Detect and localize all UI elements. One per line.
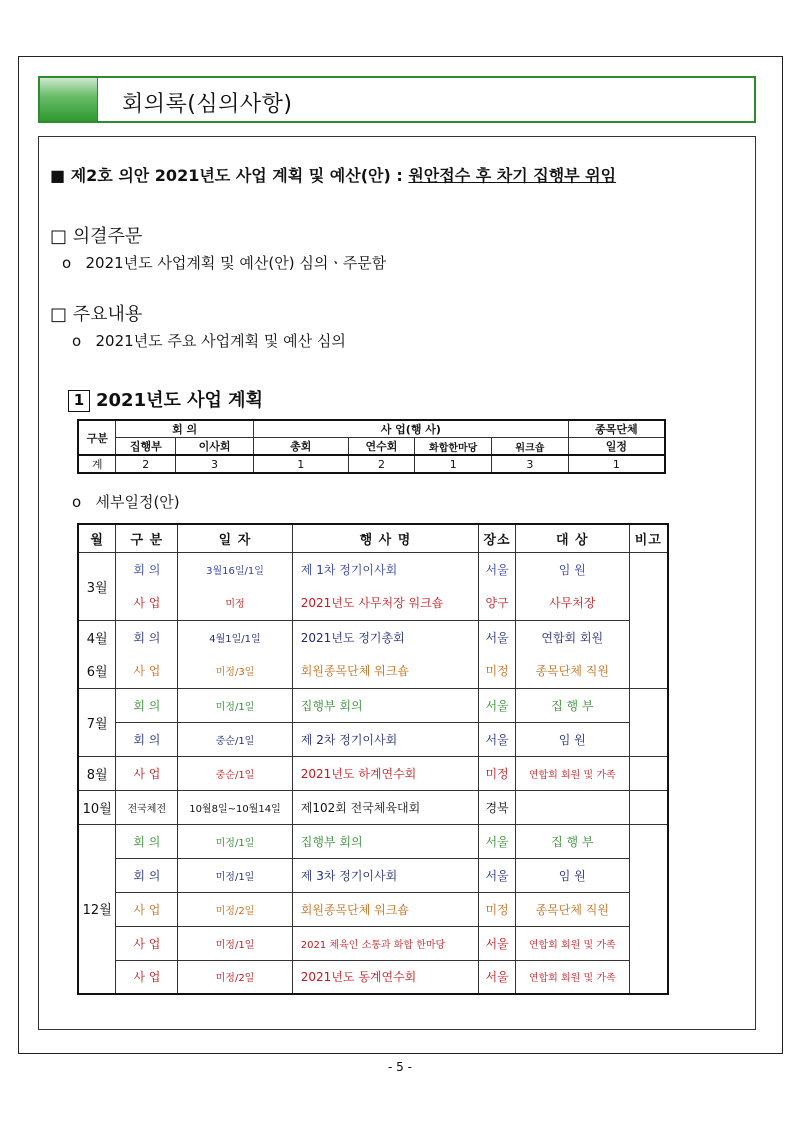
detail-bullet: o	[72, 493, 82, 511]
table-row	[78, 824, 668, 858]
summary-total: 1	[568, 455, 665, 473]
date-cell: 미정/3일	[178, 654, 293, 688]
summary-total: 2	[116, 455, 176, 473]
place-cell: 서울	[479, 552, 516, 586]
place-cell: 서울	[479, 824, 516, 858]
month-cell: 6월	[78, 654, 116, 688]
note-cell	[629, 688, 668, 756]
table-row	[78, 790, 668, 824]
type-cell: 회 의	[116, 858, 178, 892]
target-cell: 임 원	[516, 722, 630, 756]
target-cell: 연합회 회원 및 가족	[516, 926, 630, 960]
event-cell: 제 3차 정기이사회	[292, 858, 478, 892]
target-cell: 집 행 부	[516, 824, 630, 858]
date-cell: 미정/2일	[178, 960, 293, 994]
table-row	[78, 960, 668, 994]
plan-heading	[68, 386, 263, 412]
type-cell: 회 의	[116, 688, 178, 722]
type-cell: 사 업	[116, 892, 178, 926]
place-cell: 서울	[479, 620, 516, 654]
summary-total: 1	[253, 455, 348, 473]
target-cell: 임 원	[516, 552, 630, 586]
summary-total: 3	[492, 455, 569, 473]
place-cell: 서울	[479, 960, 516, 994]
type-cell: 사 업	[116, 756, 178, 790]
schedule-header-place: 장소	[479, 524, 516, 552]
schedule-table	[77, 523, 669, 995]
summary-col-header: 총회	[253, 438, 348, 456]
schedule-header-date: 일 자	[178, 524, 293, 552]
detail-heading	[72, 491, 180, 512]
type-cell: 사 업	[116, 586, 178, 620]
target-cell: 종목단체 직원	[516, 892, 630, 926]
content-heading	[50, 300, 142, 326]
schedule-header-target: 대 상	[516, 524, 630, 552]
note-cell	[629, 790, 668, 824]
schedule-header-type: 구 분	[116, 524, 178, 552]
target-cell	[516, 790, 630, 824]
type-cell: 회 의	[116, 620, 178, 654]
table-row	[78, 858, 668, 892]
summary-col-header: 화합한마당	[415, 438, 492, 456]
target-cell: 연합회 회원	[516, 620, 630, 654]
month-cell: 8월	[78, 756, 116, 790]
agenda-bullet: ■	[50, 166, 66, 185]
content-bullet: o	[72, 332, 82, 350]
type-cell: 사 업	[116, 926, 178, 960]
type-cell: 사 업	[116, 654, 178, 688]
decision-checkbox: □	[50, 226, 68, 247]
month-cell: 12월	[78, 824, 116, 994]
event-cell: 제102회 전국체육대회	[292, 790, 478, 824]
date-cell: 중순/1일	[178, 722, 293, 756]
table-row	[78, 756, 668, 790]
date-cell: 미정/1일	[178, 688, 293, 722]
date-cell: 미정/2일	[178, 892, 293, 926]
note-cell	[629, 756, 668, 790]
place-cell: 양구	[479, 586, 516, 620]
month-cell: 3월	[78, 552, 116, 620]
event-cell: 2021년도 하계연수회	[292, 756, 478, 790]
agenda-resolution: 원안접수 후 차기 집행부 위임	[408, 166, 617, 185]
event-cell: 회원종목단체 워크숍	[292, 654, 478, 688]
date-cell: 4월1일/1일	[178, 620, 293, 654]
decision-text: 2021년도 사업계획 및 예산(안) 심의ㆍ주문함	[85, 254, 387, 272]
target-cell: 임 원	[516, 858, 630, 892]
date-cell: 10월8일~10월14일	[178, 790, 293, 824]
decision-item	[62, 252, 386, 273]
date-cell: 미정/1일	[178, 824, 293, 858]
plan-title: 2021년도 사업 계획	[96, 390, 263, 411]
table-row	[78, 586, 668, 620]
table-row	[78, 654, 668, 688]
summary-total: 3	[176, 455, 254, 473]
summary-total: 1	[415, 455, 492, 473]
decision-title: 의결주문	[72, 226, 143, 247]
table-row	[78, 688, 668, 722]
place-cell: 서울	[479, 926, 516, 960]
event-cell: 제 2차 정기이사회	[292, 722, 478, 756]
place-cell: 미정	[479, 892, 516, 926]
event-cell: 집행부 회의	[292, 688, 478, 722]
date-cell: 3월16일/1일	[178, 552, 293, 586]
target-cell: 연합회 회원 및 가족	[516, 756, 630, 790]
place-cell: 미정	[479, 654, 516, 688]
type-cell: 회 의	[116, 824, 178, 858]
month-cell: 10월	[78, 790, 116, 824]
summary-col-header: 일정	[568, 438, 665, 456]
type-cell: 회 의	[116, 722, 178, 756]
event-cell: 집행부 회의	[292, 824, 478, 858]
type-cell: 회 의	[116, 552, 178, 586]
place-cell: 서울	[479, 858, 516, 892]
summary-group-sports: 종목단체	[568, 420, 665, 438]
target-cell: 연합회 회원 및 가족	[516, 960, 630, 994]
target-cell: 집 행 부	[516, 688, 630, 722]
table-row	[78, 620, 668, 654]
header-color-chip	[40, 78, 98, 121]
schedule-header-note: 비고	[629, 524, 668, 552]
type-cell: 사 업	[116, 960, 178, 994]
agenda-prefix: 제2호 의안 2021년도 사업 계획 및 예산(안) :	[70, 166, 409, 185]
summary-col-header: 이사회	[176, 438, 254, 456]
target-cell: 사무처장	[516, 586, 630, 620]
schedule-header-month: 월	[78, 524, 116, 552]
decision-bullet: o	[62, 254, 72, 272]
summary-group-business: 사 업(행 사)	[253, 420, 568, 438]
content-checkbox: □	[50, 304, 68, 325]
decision-heading	[50, 222, 142, 248]
month-cell: 4월	[78, 620, 116, 654]
content-item	[72, 330, 346, 351]
place-cell: 경북	[479, 790, 516, 824]
event-cell: 2021년도 동계연수회	[292, 960, 478, 994]
event-cell: 2021년도 사무처장 워크숍	[292, 586, 478, 620]
summary-col-header: 워크숍	[492, 438, 569, 456]
month-cell: 7월	[78, 688, 116, 756]
note-cell	[629, 552, 668, 688]
detail-title: 세부일정(안)	[95, 493, 180, 511]
date-cell: 중순/1일	[178, 756, 293, 790]
place-cell: 미정	[479, 756, 516, 790]
event-cell: 2021 체육인 소통과 화합 한마당	[292, 926, 478, 960]
table-row	[78, 552, 668, 586]
summary-total-label: 계	[78, 455, 116, 473]
event-cell: 제 1차 정기이사회	[292, 552, 478, 586]
date-cell: 미정/1일	[178, 858, 293, 892]
type-cell: 전국체전	[116, 790, 178, 824]
table-row	[78, 926, 668, 960]
summary-total: 2	[348, 455, 415, 473]
place-cell: 서울	[479, 688, 516, 722]
summary-group-meeting: 회 의	[116, 420, 254, 438]
summary-table	[77, 419, 666, 474]
plan-number: 1	[68, 390, 90, 412]
summary-row-label: 구분	[78, 420, 116, 455]
summary-col-header: 연수회	[348, 438, 415, 456]
agenda-line	[50, 163, 616, 186]
date-cell: 미정	[178, 586, 293, 620]
content-title: 주요내용	[72, 304, 143, 325]
date-cell: 미정/1일	[178, 926, 293, 960]
table-row	[78, 892, 668, 926]
summary-col-header: 집행부	[116, 438, 176, 456]
content-text: 2021년도 주요 사업계획 및 예산 심의	[95, 332, 346, 350]
page-number: - 5 -	[388, 1060, 412, 1074]
section-header	[38, 76, 756, 123]
place-cell: 서울	[479, 722, 516, 756]
table-row	[78, 722, 668, 756]
event-cell: 2021년도 정기총회	[292, 620, 478, 654]
page-title: 회의록(심의사항)	[122, 92, 293, 117]
target-cell: 종목단체 직원	[516, 654, 630, 688]
schedule-header-event: 행 사 명	[292, 524, 478, 552]
event-cell: 회원종목단체 워크숍	[292, 892, 478, 926]
note-cell	[629, 824, 668, 994]
